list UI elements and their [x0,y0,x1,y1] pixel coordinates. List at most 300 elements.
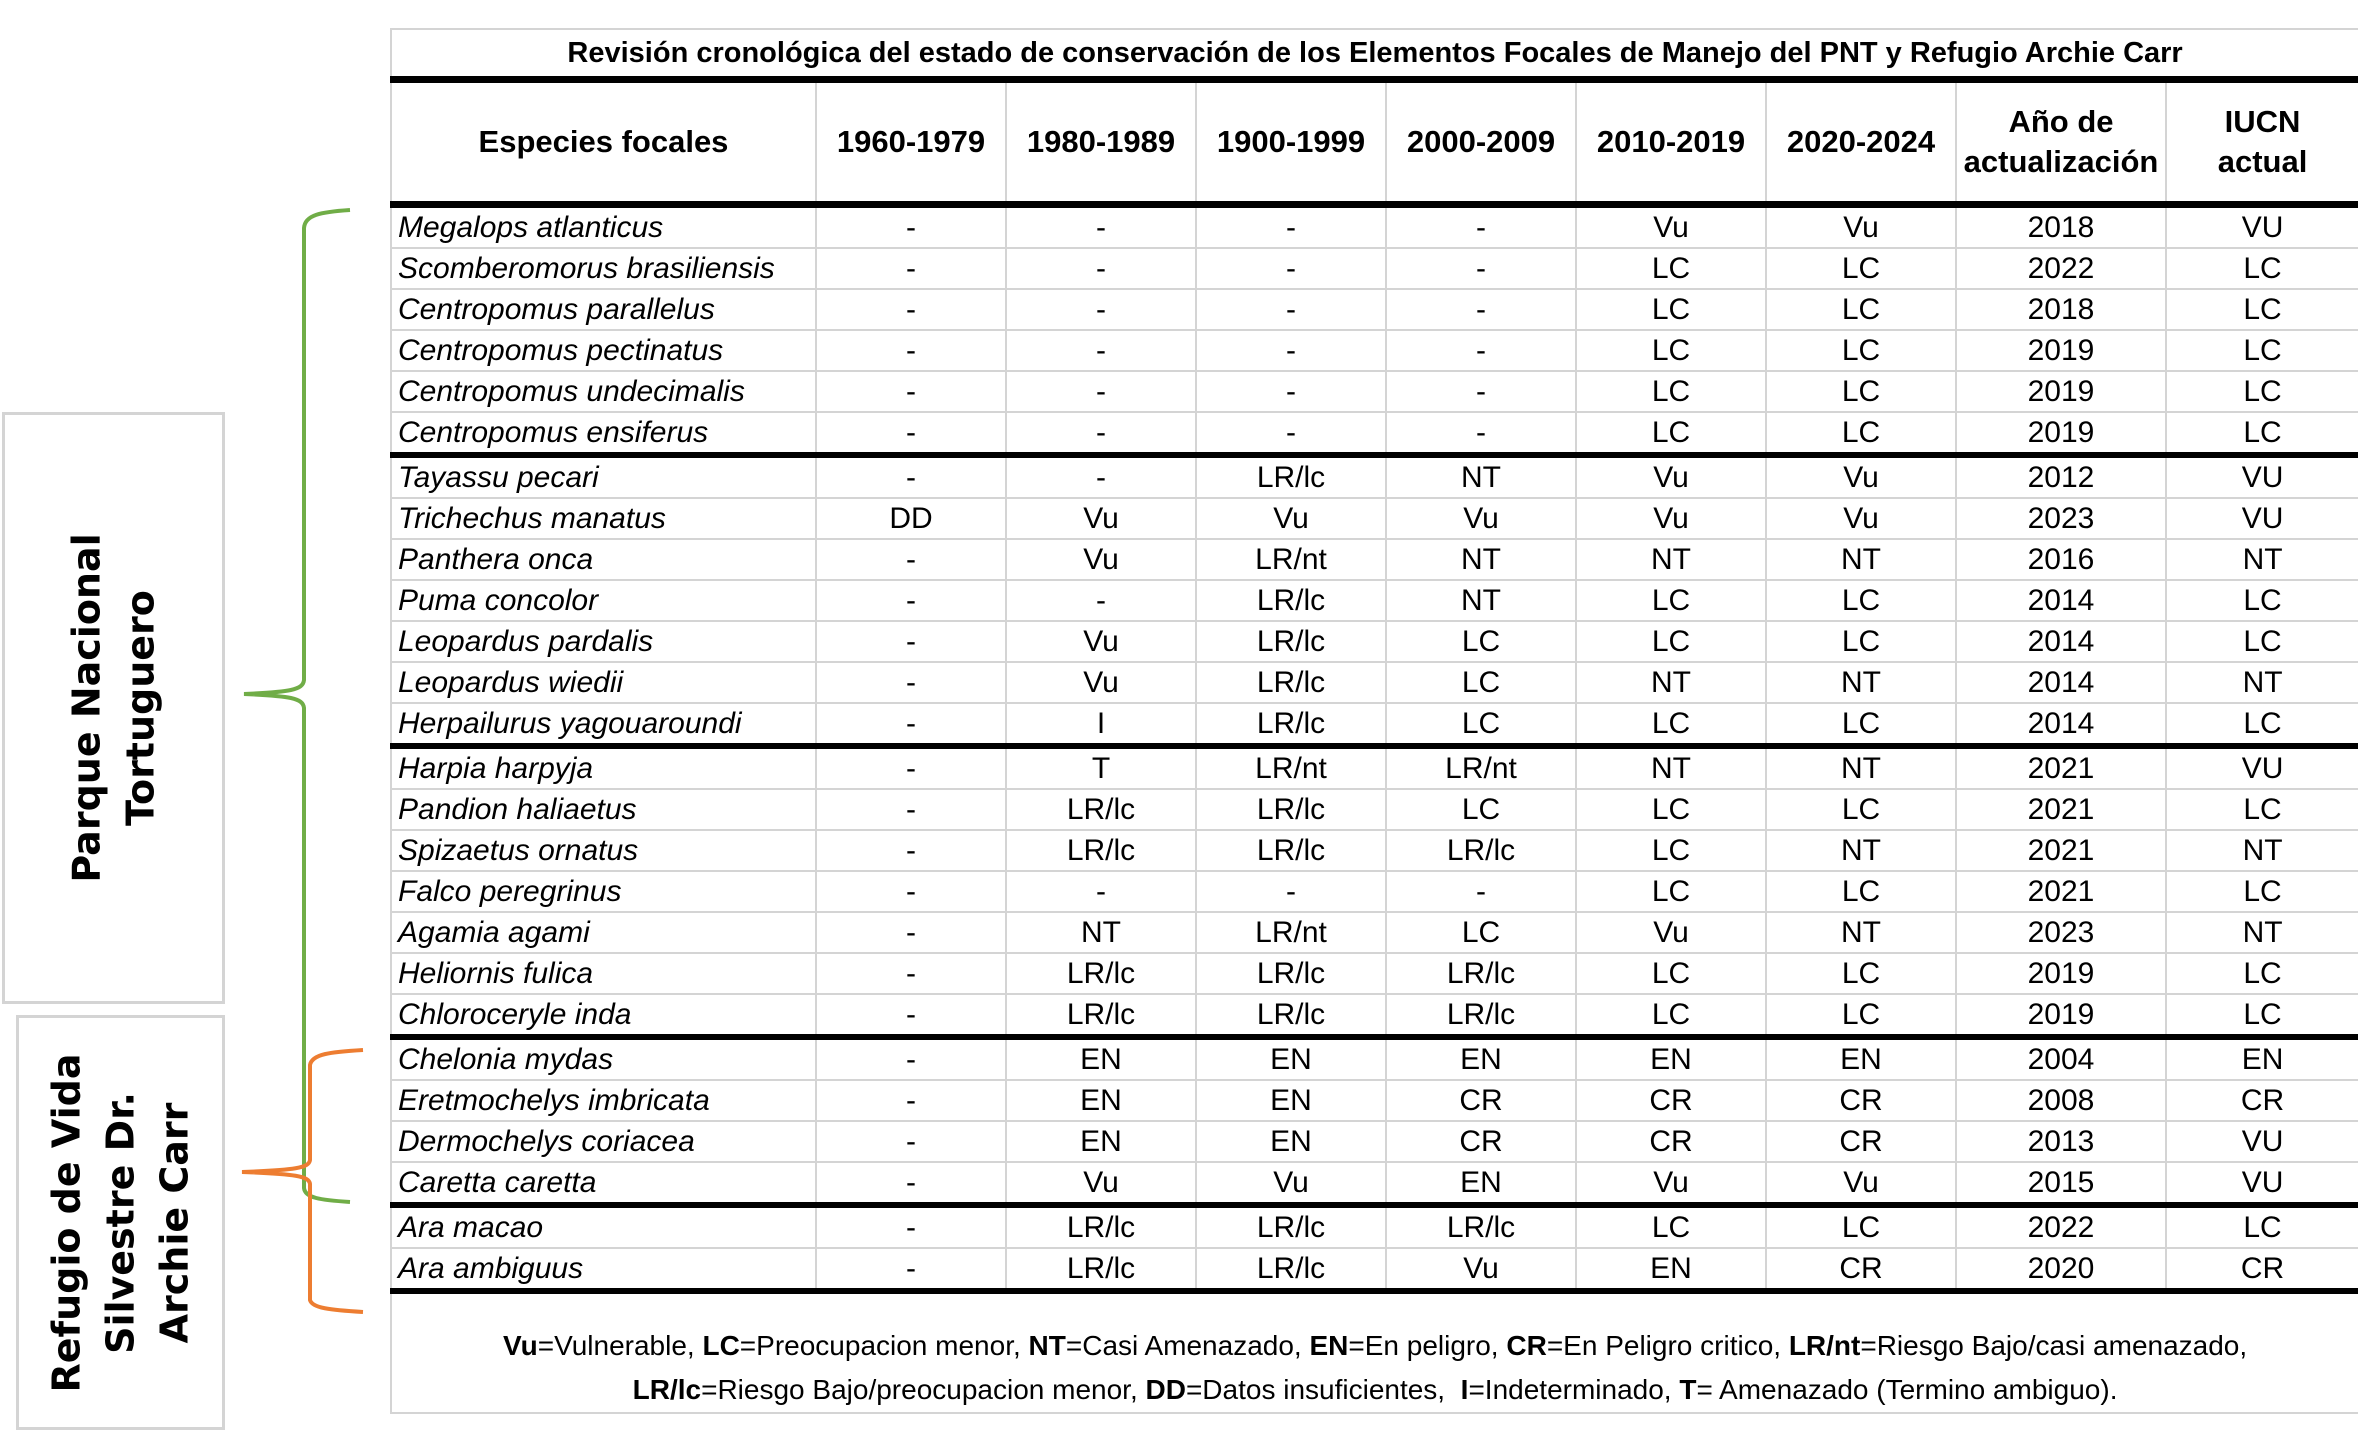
legend-line [392,1324,2358,1368]
cell-p2010-2019: Vu [1576,498,1766,539]
cell-iucn-current: LC [2166,871,2358,912]
cell-iucn-current: VU [2166,455,2358,498]
species-name-cell: Dermochelys coriacea [391,1121,816,1162]
legend-row [391,1291,2358,1413]
cell-p2020-2024: CR [1766,1080,1956,1121]
green-brace-icon [244,210,350,1202]
table-row [391,371,2358,412]
cell-p1980-1989: - [1006,289,1196,330]
cell-p2000-2009: - [1386,289,1576,330]
cell-p1960-1979: - [816,621,1006,662]
species-name-cell: Falco peregrinus [391,871,816,912]
species-name-cell: Tayassu pecari [391,455,816,498]
table-row [391,1037,2358,1080]
column-header-2000-2009: 2000-2009 [1386,80,1576,205]
cell-update-year: 2014 [1956,621,2166,662]
cell-p1900-1999: EN [1196,1121,1386,1162]
cell-p2010-2019: LC [1576,703,1766,746]
species-name-cell: Centropomus parallelus [391,289,816,330]
cell-p1900-1999: Vu [1196,1162,1386,1205]
cell-p1960-1979: - [816,953,1006,994]
cell-p2020-2024: CR [1766,1121,1956,1162]
cell-p2000-2009: Vu [1386,1248,1576,1291]
cell-p1960-1979: - [816,1080,1006,1121]
species-name-cell: Eretmochelys imbricata [391,1080,816,1121]
cell-p2000-2009: LC [1386,621,1576,662]
cell-p1960-1979: - [816,289,1006,330]
cell-p2010-2019: LC [1576,953,1766,994]
cell-p2000-2009: LC [1386,703,1576,746]
cell-p2000-2009: LR/lc [1386,1205,1576,1248]
legend-code: LR/nt [1788,1330,1861,1361]
legend-code: DD [1145,1374,1186,1405]
cell-p1900-1999: - [1196,248,1386,289]
species-name-cell: Chloroceryle inda [391,994,816,1037]
column-header-2020-2024: 2020-2024 [1766,80,1956,205]
cell-p1900-1999: Vu [1196,498,1386,539]
table-row [391,746,2358,789]
cell-update-year: 2019 [1956,371,2166,412]
cell-p2000-2009: CR [1386,1121,1576,1162]
cell-p2000-2009: LR/lc [1386,830,1576,871]
cell-p2000-2009: LR/lc [1386,994,1576,1037]
cell-iucn-current: VU [2166,498,2358,539]
cell-p1980-1989: - [1006,205,1196,249]
cell-p2010-2019: CR [1576,1121,1766,1162]
cell-p1960-1979: - [816,205,1006,249]
legend-code: LR/lc [632,1374,702,1405]
cell-update-year: 2021 [1956,830,2166,871]
table-header-row [391,80,2358,205]
cell-p1900-1999: - [1196,371,1386,412]
cell-p2000-2009: NT [1386,455,1576,498]
table-row [391,703,2358,746]
cell-p1900-1999: LR/nt [1196,746,1386,789]
cell-p2020-2024: CR [1766,1248,1956,1291]
cell-p2000-2009: LC [1386,912,1576,953]
cell-p1980-1989: I [1006,703,1196,746]
column-header-iucn-current [2166,80,2358,205]
cell-update-year: 2018 [1956,289,2166,330]
cell-update-year: 2015 [1956,1162,2166,1205]
conservation-status-table [390,28,2358,1414]
cell-update-year: 2016 [1956,539,2166,580]
cell-p2000-2009: CR [1386,1080,1576,1121]
column-header-update-year [1956,80,2166,205]
cell-p2020-2024: LC [1766,953,1956,994]
cell-iucn-current: LC [2166,994,2358,1037]
cell-p1960-1979: - [816,580,1006,621]
cell-p1900-1999: LR/lc [1196,830,1386,871]
species-name-cell: Ara ambiguus [391,1248,816,1291]
cell-p1900-1999: - [1196,412,1386,455]
cell-p1900-1999: LR/lc [1196,703,1386,746]
legend-code: I [1460,1374,1469,1405]
cell-update-year: 2004 [1956,1037,2166,1080]
group-label-text [60,533,168,882]
cell-p1960-1979: - [816,912,1006,953]
cell-p2000-2009: EN [1386,1037,1576,1080]
legend-description: =Datos insuficientes, [1185,1374,1461,1405]
cell-p2010-2019: LC [1576,580,1766,621]
cell-p2020-2024: NT [1766,912,1956,953]
cell-p2020-2024: LC [1766,994,1956,1037]
cell-p1960-1979: - [816,994,1006,1037]
cell-p2020-2024: LC [1766,580,1956,621]
column-header-1960-1979: 1960-1979 [816,80,1006,205]
cell-iucn-current: LC [2166,1205,2358,1248]
table-row [391,412,2358,455]
cell-update-year: 2023 [1956,498,2166,539]
cell-p1980-1989: - [1006,330,1196,371]
cell-p1980-1989: - [1006,455,1196,498]
table-row [391,1080,2358,1121]
legend-description: =Preocupacion menor, [739,1330,1029,1361]
cell-p2020-2024: LC [1766,330,1956,371]
cell-p1900-1999: LR/lc [1196,789,1386,830]
cell-iucn-current: LC [2166,789,2358,830]
cell-p2010-2019: EN [1576,1248,1766,1291]
cell-p1960-1979: - [816,248,1006,289]
cell-update-year: 2022 [1956,248,2166,289]
cell-iucn-current: LC [2166,371,2358,412]
table-row [391,621,2358,662]
legend [391,1291,2358,1413]
cell-p2010-2019: NT [1576,662,1766,703]
table-row [391,455,2358,498]
cell-iucn-current: LC [2166,289,2358,330]
cell-iucn-current: CR [2166,1248,2358,1291]
column-header-line: IUCN [2224,104,2301,139]
cell-p2000-2009: - [1386,205,1576,249]
cell-p2020-2024: LC [1766,703,1956,746]
cell-p2000-2009: - [1386,412,1576,455]
cell-p2000-2009: LR/nt [1386,746,1576,789]
cell-p1980-1989: EN [1006,1080,1196,1121]
cell-p2020-2024: NT [1766,662,1956,703]
legend-line [392,1368,2358,1412]
cell-p2020-2024: LC [1766,871,1956,912]
cell-p2010-2019: NT [1576,746,1766,789]
table-row [391,1205,2358,1248]
cell-p1960-1979: - [816,703,1006,746]
cell-p1900-1999: LR/lc [1196,580,1386,621]
cell-p1980-1989: T [1006,746,1196,789]
cell-p1980-1989: LR/lc [1006,789,1196,830]
cell-p1960-1979: - [816,1037,1006,1080]
table-row [391,330,2358,371]
cell-iucn-current: CR [2166,1080,2358,1121]
cell-p1980-1989: - [1006,248,1196,289]
cell-p1900-1999: - [1196,871,1386,912]
species-name-cell: Chelonia mydas [391,1037,816,1080]
cell-p2020-2024: LC [1766,248,1956,289]
table-row [391,1162,2358,1205]
legend-description: =Vulnerable, [537,1330,703,1361]
cell-p1900-1999: LR/lc [1196,455,1386,498]
legend-description: =Indeterminado, [1468,1374,1680,1405]
cell-p1980-1989: - [1006,871,1196,912]
table-row [391,789,2358,830]
group-label-line: Parque Nacional [64,533,109,883]
legend-code: LC [702,1330,740,1361]
legend-code: CR [1506,1330,1547,1361]
cell-p2010-2019: LC [1576,289,1766,330]
cell-p2010-2019: LC [1576,1205,1766,1248]
column-header-2010-2019: 2010-2019 [1576,80,1766,205]
cell-p1980-1989: EN [1006,1121,1196,1162]
cell-p2020-2024: NT [1766,830,1956,871]
column-header-line: actualización [1963,144,2159,179]
cell-p2000-2009: - [1386,371,1576,412]
cell-p2010-2019: Vu [1576,912,1766,953]
column-header-species: Especies focales [391,80,816,205]
cell-p1960-1979: - [816,1121,1006,1162]
species-name-cell: Leopardus pardalis [391,621,816,662]
legend-description: =En Peligro critico, [1546,1330,1789,1361]
cell-iucn-current: VU [2166,205,2358,249]
cell-update-year: 2014 [1956,703,2166,746]
cell-p1980-1989: Vu [1006,1162,1196,1205]
column-header-line: Año de [2008,104,2114,139]
group-label-parque-nacional-tortuguero [2,412,225,1004]
cell-p2010-2019: LC [1576,371,1766,412]
column-header-1980-1989: 1980-1989 [1006,80,1196,205]
cell-update-year: 2023 [1956,912,2166,953]
cell-p2020-2024: LC [1766,621,1956,662]
cell-p1900-1999: - [1196,289,1386,330]
cell-p2020-2024: LC [1766,1205,1956,1248]
legend-code: Vu [502,1330,538,1361]
cell-iucn-current: LC [2166,330,2358,371]
cell-p1960-1979: - [816,746,1006,789]
legend-code: NT [1028,1330,1066,1361]
cell-p2000-2009: NT [1386,580,1576,621]
cell-iucn-current: LC [2166,953,2358,994]
cell-p2010-2019: Vu [1576,1162,1766,1205]
cell-p1900-1999: LR/lc [1196,953,1386,994]
cell-p1900-1999: LR/nt [1196,912,1386,953]
cell-p2000-2009: LC [1386,789,1576,830]
cell-p1960-1979: - [816,1162,1006,1205]
cell-update-year: 2019 [1956,953,2166,994]
cell-p1980-1989: NT [1006,912,1196,953]
cell-iucn-current: LC [2166,621,2358,662]
cell-p2000-2009: EN [1386,1162,1576,1205]
table-row [391,580,2358,621]
cell-update-year: 2018 [1956,205,2166,249]
cell-update-year: 2012 [1956,455,2166,498]
column-header-1900-1999: 1900-1999 [1196,80,1386,205]
cell-iucn-current: EN [2166,1037,2358,1080]
species-name-cell: Leopardus wiedii [391,662,816,703]
cell-p2020-2024: NT [1766,746,1956,789]
cell-p1900-1999: LR/lc [1196,621,1386,662]
cell-p2020-2024: Vu [1766,455,1956,498]
cell-p2020-2024: Vu [1766,1162,1956,1205]
legend-description: =Riesgo Bajo/casi amenazado, [1860,1330,2248,1361]
cell-p1900-1999: LR/lc [1196,994,1386,1037]
cell-p1960-1979: - [816,455,1006,498]
table-title: Revisión cronológica del estado de conservación de los Elementos Focales de Manejo del PNT y Refugio Archie Carr [391,29,2358,80]
cell-p2000-2009: LC [1386,662,1576,703]
cell-p1900-1999: LR/lc [1196,662,1386,703]
cell-update-year: 2019 [1956,330,2166,371]
legend-description: =En peligro, [1348,1330,1507,1361]
cell-iucn-current: NT [2166,912,2358,953]
species-name-cell: Puma concolor [391,580,816,621]
group-label-text [40,1053,202,1392]
cell-update-year: 2013 [1956,1121,2166,1162]
cell-iucn-current: LC [2166,580,2358,621]
cell-p1980-1989: - [1006,371,1196,412]
cell-p1960-1979: DD [816,498,1006,539]
cell-p1980-1989: Vu [1006,498,1196,539]
cell-p1960-1979: - [816,871,1006,912]
cell-p2000-2009: NT [1386,539,1576,580]
group-label-line: Archie Carr [152,1102,197,1343]
table-row [391,662,2358,703]
legend-description: =Riesgo Bajo/preocupacion menor, [701,1374,1146,1405]
group-label-line: Tortuguero [118,590,163,826]
cell-p2020-2024: NT [1766,539,1956,580]
cell-p1900-1999: LR/lc [1196,1205,1386,1248]
cell-p2020-2024: LC [1766,412,1956,455]
table-row [391,1248,2358,1291]
cell-p2000-2009: Vu [1386,498,1576,539]
cell-p2010-2019: Vu [1576,205,1766,249]
cell-p1980-1989: Vu [1006,621,1196,662]
cell-iucn-current: NT [2166,662,2358,703]
species-name-cell: Centropomus ensiferus [391,412,816,455]
species-name-cell: Herpailurus yagouaroundi [391,703,816,746]
cell-p2010-2019: NT [1576,539,1766,580]
cell-p2010-2019: LC [1576,412,1766,455]
cell-iucn-current: VU [2166,1162,2358,1205]
table-row [391,994,2358,1037]
table-row [391,289,2358,330]
species-name-cell: Heliornis fulica [391,953,816,994]
cell-p2020-2024: LC [1766,371,1956,412]
cell-p2000-2009: - [1386,871,1576,912]
cell-p1960-1979: - [816,330,1006,371]
cell-p2010-2019: LC [1576,621,1766,662]
cell-p1980-1989: - [1006,412,1196,455]
group-label-line: Silvestre Dr. [98,1091,143,1354]
cell-iucn-current: VU [2166,746,2358,789]
cell-p1960-1979: - [816,539,1006,580]
cell-p1900-1999: EN [1196,1037,1386,1080]
cell-p1980-1989: EN [1006,1037,1196,1080]
cell-p2020-2024: LC [1766,789,1956,830]
cell-p1960-1979: - [816,371,1006,412]
table-row [391,498,2358,539]
cell-p1960-1979: - [816,1248,1006,1291]
cell-iucn-current: VU [2166,1121,2358,1162]
cell-p1980-1989: LR/lc [1006,830,1196,871]
table-row [391,871,2358,912]
cell-iucn-current: LC [2166,412,2358,455]
species-name-cell: Centropomus pectinatus [391,330,816,371]
cell-iucn-current: LC [2166,248,2358,289]
cell-p1960-1979: - [816,830,1006,871]
orange-brace-icon [242,1050,363,1312]
table-row [391,1121,2358,1162]
cell-p2020-2024: Vu [1766,205,1956,249]
cell-p1960-1979: - [816,1205,1006,1248]
cell-update-year: 2021 [1956,789,2166,830]
group-label-refugio-archie-carr [16,1015,225,1430]
legend-description: = Amenazado (Termino ambiguo). [1696,1374,2118,1405]
species-name-cell: Scomberomorus brasiliensis [391,248,816,289]
legend-description: =Casi Amenazado, [1065,1330,1310,1361]
group-label-line: Refugio de Vida [44,1053,89,1392]
species-name-cell: Agamia agami [391,912,816,953]
table-row [391,248,2358,289]
cell-update-year: 2014 [1956,662,2166,703]
cell-p2000-2009: - [1386,248,1576,289]
cell-p1980-1989: Vu [1006,662,1196,703]
species-name-cell: Pandion haliaetus [391,789,816,830]
cell-iucn-current: LC [2166,703,2358,746]
cell-p2010-2019: CR [1576,1080,1766,1121]
species-name-cell: Centropomus undecimalis [391,371,816,412]
species-name-cell: Panthera onca [391,539,816,580]
cell-p2020-2024: EN [1766,1037,1956,1080]
cell-p2010-2019: Vu [1576,455,1766,498]
legend-code: EN [1309,1330,1349,1361]
cell-update-year: 2019 [1956,994,2166,1037]
cell-p2000-2009: LR/lc [1386,953,1576,994]
species-name-cell: Ara macao [391,1205,816,1248]
cell-p1980-1989: LR/lc [1006,1205,1196,1248]
legend-code: T [1679,1374,1697,1405]
cell-p1900-1999: LR/lc [1196,1248,1386,1291]
cell-update-year: 2019 [1956,412,2166,455]
species-name-cell: Trichechus manatus [391,498,816,539]
cell-p2010-2019: LC [1576,248,1766,289]
cell-p1980-1989: Vu [1006,539,1196,580]
cell-p2020-2024: LC [1766,289,1956,330]
cell-update-year: 2021 [1956,871,2166,912]
cell-p2010-2019: LC [1576,830,1766,871]
table-row [391,205,2358,249]
cell-p2010-2019: EN [1576,1037,1766,1080]
cell-p1980-1989: LR/lc [1006,953,1196,994]
cell-update-year: 2021 [1956,746,2166,789]
cell-p1960-1979: - [816,412,1006,455]
cell-p2010-2019: LC [1576,994,1766,1037]
cell-p1980-1989: - [1006,580,1196,621]
species-name-cell: Megalops atlanticus [391,205,816,249]
cell-p1900-1999: - [1196,330,1386,371]
cell-p1980-1989: LR/lc [1006,994,1196,1037]
cell-p2010-2019: LC [1576,330,1766,371]
cell-p1960-1979: - [816,662,1006,703]
cell-p2010-2019: LC [1576,789,1766,830]
cell-update-year: 2014 [1956,580,2166,621]
table-row [391,912,2358,953]
cell-iucn-current: NT [2166,830,2358,871]
species-name-cell: Spizaetus ornatus [391,830,816,871]
cell-p1900-1999: LR/nt [1196,539,1386,580]
cell-p1980-1989: LR/lc [1006,1248,1196,1291]
cell-update-year: 2008 [1956,1080,2166,1121]
table-row [391,830,2358,871]
cell-iucn-current: NT [2166,539,2358,580]
cell-p1960-1979: - [816,789,1006,830]
table-row [391,539,2358,580]
